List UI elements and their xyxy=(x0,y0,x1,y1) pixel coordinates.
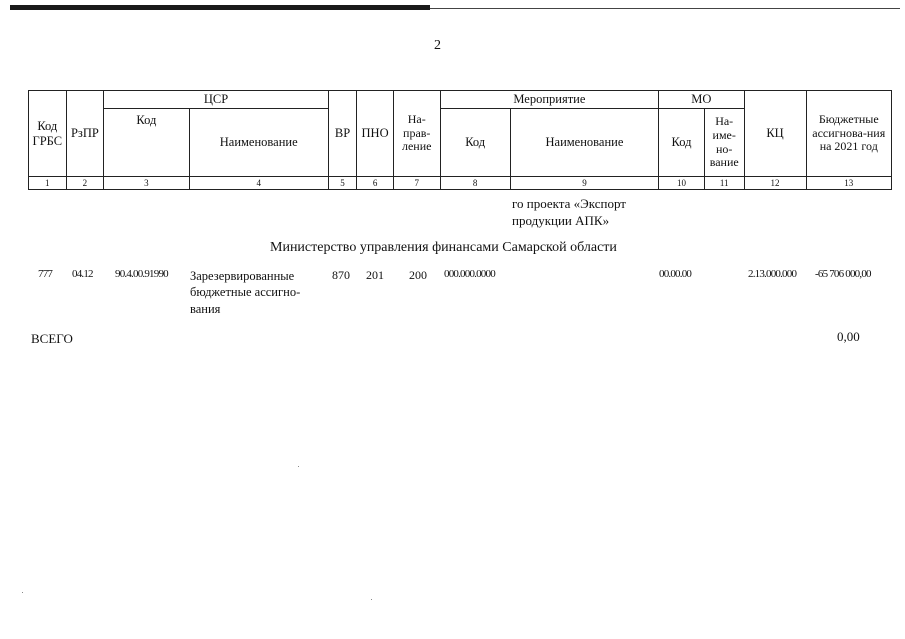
col-kod-grbs: Код ГРБС xyxy=(29,91,67,177)
top-border-line xyxy=(430,8,900,9)
page-number: 2 xyxy=(434,38,441,53)
col-num: 5 xyxy=(328,177,356,190)
scan-speck xyxy=(371,599,372,600)
total-label: ВСЕГО xyxy=(31,331,73,346)
top-border-bar xyxy=(10,5,430,10)
col-num: 3 xyxy=(104,177,189,190)
col-napr: На-прав-ление xyxy=(393,91,440,177)
row-vr: 870 xyxy=(332,268,350,282)
col-csr-name: Наименование xyxy=(189,109,328,177)
col-meropr-name: Наименование xyxy=(510,109,658,177)
col-csr: ЦСР xyxy=(104,91,329,109)
scan-speck xyxy=(298,466,299,467)
col-meropr-kod: Код xyxy=(440,109,510,177)
col-num: 8 xyxy=(440,177,510,190)
scan-speck xyxy=(22,592,23,593)
col-budget: Бюджетные ассигнова-ния на 2021 год xyxy=(806,91,891,177)
col-vr: ВР xyxy=(328,91,356,177)
col-mo-kod: Код xyxy=(659,109,705,177)
col-num: 1 xyxy=(29,177,67,190)
row-napr: 200 xyxy=(409,268,427,282)
row-meropr-kod: 000.000.0000 xyxy=(444,268,495,280)
row-mo-kod: 00.00.00 xyxy=(659,268,692,280)
col-rzpr: РзПР xyxy=(66,91,104,177)
col-num: 2 xyxy=(66,177,104,190)
col-mo-name: На-име-но-вание xyxy=(704,109,744,177)
col-num: 13 xyxy=(806,177,891,190)
col-num: 10 xyxy=(659,177,705,190)
total-value: 0,00 xyxy=(837,329,860,344)
col-num: 11 xyxy=(704,177,744,190)
col-num: 6 xyxy=(357,177,394,190)
col-csr-kod: Код xyxy=(104,109,189,177)
col-meropriyatie: Мероприятие xyxy=(440,91,659,109)
row-amount: -65 706 000,00 xyxy=(815,268,871,280)
continuation-text: го проекта «Экспорт продукции АПК» xyxy=(512,196,626,228)
col-num: 7 xyxy=(393,177,440,190)
row-csr-name: Зарезервированные бюджетные ассигно-вания xyxy=(190,269,301,316)
col-kc: КЦ xyxy=(744,91,806,177)
row-csr-kod: 90.4.00.91990 xyxy=(115,268,168,280)
col-num: 12 xyxy=(744,177,806,190)
ministry-title: Министерство управления финансами Самарской области xyxy=(270,240,617,255)
col-mo: МО xyxy=(659,91,744,109)
row-rzpr: 04.12 xyxy=(72,268,93,280)
row-kc: 2.13.000.000 xyxy=(748,268,797,280)
col-num: 9 xyxy=(510,177,658,190)
column-number-row xyxy=(29,177,892,190)
header-table xyxy=(28,90,892,190)
row-kod-grbs: 777 xyxy=(38,268,53,280)
row-pno: 201 xyxy=(366,268,384,282)
col-num: 4 xyxy=(189,177,328,190)
col-pno: ПНО xyxy=(357,91,394,177)
